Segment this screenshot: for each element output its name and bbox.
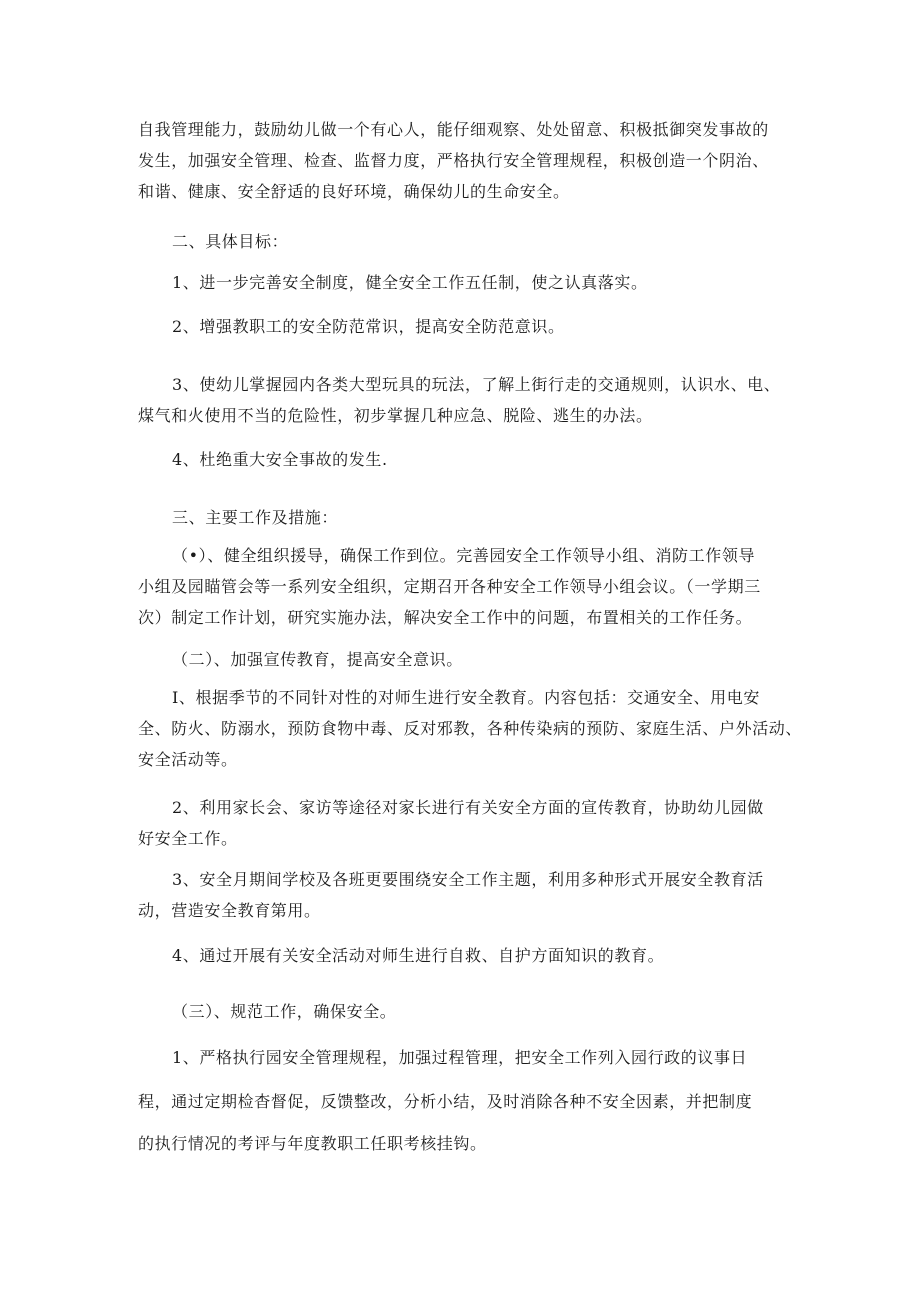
text-line: 1、进一步完善安全制度，健全安全工作五任制，使之认真落实。 <box>172 273 648 292</box>
text-line: 全、防火、防溺水，预防食物中毒、反对邪教，各种传染病的预防、家庭生活、户外活动、 <box>138 719 803 738</box>
text-line: 三、主要工作及措施： <box>172 508 339 527</box>
text-line: 安全活动等。 <box>138 750 238 769</box>
text-line: 煤气和火使用不当的危险性，初步掌握几种应急、脱险、逃生的办法。 <box>138 406 653 425</box>
text-line: 小组及园瞄管会等一系列安全组织，定期召开各种安全工作领导小组会议。（一学期三 <box>138 577 761 596</box>
text-line: 二、具体目标： <box>172 232 289 251</box>
text-line: （二）、加强宣传教育，提高安全意识。 <box>172 650 463 669</box>
goal-item-1 <box>138 267 788 298</box>
section-heading-specific-goals <box>138 226 788 257</box>
text-line: 动，营造安全教育第用。 <box>138 901 321 920</box>
text-line: 2、利用家长会、家访等途径对家长进行有关安全方面的宣传教育，协助幼儿园做 <box>172 798 764 817</box>
education-item-1 <box>138 682 803 775</box>
text-line: 的执行情况的考评与年度教职工任职考核挂钩。 <box>138 1134 487 1153</box>
text-line: 次）制定工作计划，研究实施办法，解决安全工作中的问题，布置相关的工作任务。 <box>138 608 753 627</box>
text-line: 4、通过开展有关安全活动对师生进行自救、自护方面知识的教育。 <box>172 946 665 965</box>
text-line: 程，通过定期检杳督促，反馈整改，分析小结，及时消除各种不安全因素，并把制度 <box>138 1092 753 1111</box>
standard-item-1-line-3 <box>138 1128 788 1159</box>
education-item-3 <box>138 864 788 926</box>
text-line: 2、增强教职工的安全防范常识，提高安全防范意识。 <box>172 317 565 336</box>
text-line: 好安全工作。 <box>138 829 238 848</box>
text-line: 和谐、健康、安全舒适的良好环境，确保幼儿的生命安全。 <box>138 182 570 201</box>
standard-item-1-line-2 <box>138 1086 788 1117</box>
paragraph-intro-continued <box>138 114 788 207</box>
measure-2-heading <box>138 644 788 675</box>
text-line: 1、严格执行园安全管理规程，加强过程管理，把安全工作列入园行政的议事日 <box>172 1048 748 1067</box>
section-heading-main-work <box>138 502 788 533</box>
text-line: 3、安全月期间学校及各班更要围绕安全工作主题，利用多种形式开展安全教育活 <box>172 870 764 889</box>
goal-item-3 <box>138 369 788 431</box>
text-line: （三）、规范工作，确保安全。 <box>172 1002 397 1021</box>
goal-item-4 <box>138 444 788 475</box>
standard-item-1-line-1 <box>138 1042 788 1073</box>
text-line: 3、使幼儿掌握园内各类大型玩具的玩法，了解上街行走的交通规则，认识水、电、 <box>172 375 781 394</box>
text-line: 发生，加强安全管理、检查、监督力度，严格执行安全管理规程，积极创造一个阴治、 <box>138 151 769 170</box>
measure-3-heading <box>138 996 788 1027</box>
goal-item-2 <box>138 311 788 342</box>
education-item-2 <box>138 792 788 854</box>
text-line: I、根据季节的不同针对性的对师生进行安全教育。内容包括：交通安全、用电安 <box>172 688 760 707</box>
text-line: 4、杜绝重大安全事故的发生. <box>172 450 388 469</box>
education-item-4 <box>138 940 788 971</box>
text-line: （•）、健全组织援导，确保工作到位。完善园安全工作领导小组、消防工作领导 <box>172 546 756 565</box>
measure-1 <box>138 540 788 633</box>
text-line: 自我管理能力，鼓励幼儿做一个有心人，能仔细观察、处处留意、积极抵御突发事故的 <box>138 120 769 139</box>
